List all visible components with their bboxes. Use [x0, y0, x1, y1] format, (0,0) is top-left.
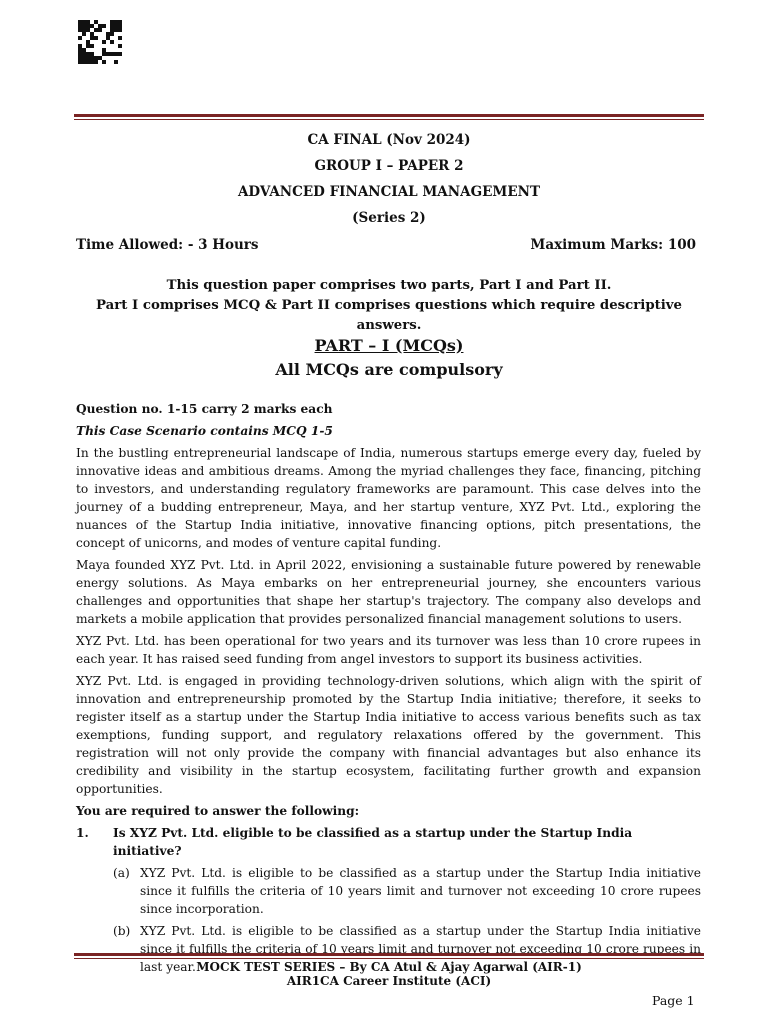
time-marks-row [76, 237, 696, 253]
part-title: PART – I (MCQs) [314, 336, 464, 355]
page-number: Page 1 [652, 993, 695, 1008]
exam-title: CA FINAL (Nov 2024) [307, 132, 471, 148]
question-number: 1. [76, 826, 89, 840]
intro-line-1: This question paper comprises two parts, Part I and Part II. [166, 278, 612, 293]
case-label: This Case Scenario contains MCQ 1-5 [76, 424, 333, 438]
marks-note: Question no. 1-15 carry 2 marks each [76, 402, 333, 416]
option-a [113, 864, 701, 918]
header-rule [74, 114, 704, 120]
group-title: GROUP I – PAPER 2 [314, 158, 464, 174]
question-content [76, 400, 701, 980]
series-title: (Series 2) [352, 210, 426, 226]
case-paragraph: Maya founded XYZ Pvt. Ltd. in April 2022, envisioning a sustainable future powered by renewable energy solutions. As Maya embarks on her entrepreneurial journey, she encounters various challenges and opportunities that shape her startup's trajectory. The company also develops and markets a mobile application that provides personalized financial management solutions to users. [76, 558, 701, 626]
option-label: (a) [113, 866, 130, 880]
max-marks: Maximum Marks: 100 [530, 237, 696, 253]
case-paragraph: XYZ Pvt. Ltd. has been operational for two years and its turnover was less than 10 crore rupees in each year. It has raised seed funding from angel investors to support its business activities. [76, 634, 701, 666]
footer-line-2: AIR1CA Career Institute (ACI) [286, 974, 492, 988]
question-1 [76, 824, 701, 860]
time-allowed: Time Allowed: - 3 Hours [76, 237, 259, 253]
option-text: XYZ Pvt. Ltd. is eligible to be classified as a startup under the Startup India initiative since it fulfills the criteria of 10 years limit and turnover not exceeding 10 crore rupees since incorporation. [140, 866, 701, 916]
case-paragraph: XYZ Pvt. Ltd. is engaged in providing technology-driven solutions, which align with the spirit of innovation and entrepreneurship promoted by the Startup India initiative; therefore, it seeks to register itself as a startup under the Startup India initiative to access various benefits such as tax exemptions, funding support, and regulatory relaxations offered by the government. This registration will not only provide the company with financial advantages but also enhance its credibility and visibility in the startup ecosystem, facilitating further growth and expansion opportunities. [76, 674, 701, 796]
footer [74, 960, 704, 988]
intro-line-2: Part I comprises MCQ & Part II comprises questions which require descriptive answers. [96, 298, 682, 333]
footer-line-1: MOCK TEST SERIES – By CA Atul & Ajay Agarwal (AIR-1) [196, 960, 582, 974]
case-paragraph: In the bustling entrepreneurial landscape of India, numerous startups emerge every day, fueled by innovative ideas and ambitious dreams. Among the myriad challenges they face, financing, pitching to investors, and understanding regulatory frameworks are paramount. This case delves into the journey of a budding entrepreneur, Maya, and her startup venture, XYZ Pvt. Ltd., exploring the nuances of the Startup India initiative, innovative financing options, pitch presentations, the concept of unicorns, and modes of venture capital funding. [76, 446, 701, 550]
qr-code-icon [78, 20, 122, 64]
option-label: (b) [113, 924, 131, 938]
question-text: Is XYZ Pvt. Ltd. eligible to be classified as a startup under the Startup India initiative? [113, 826, 633, 858]
subject-title: ADVANCED FINANCIAL MANAGEMENT [237, 184, 541, 200]
option-text: XYZ Pvt. Ltd. is eligible to be classified as a startup under the Startup India initiative since it fulfills the criteria of 10 years limit and turnover not exceeding 10 crore rupees in last year. [140, 924, 701, 974]
part-subtitle: All MCQs are compulsory [275, 360, 503, 379]
intro [74, 276, 704, 336]
instruction: You are required to answer the following: [76, 804, 360, 818]
footer-rule [74, 953, 704, 959]
